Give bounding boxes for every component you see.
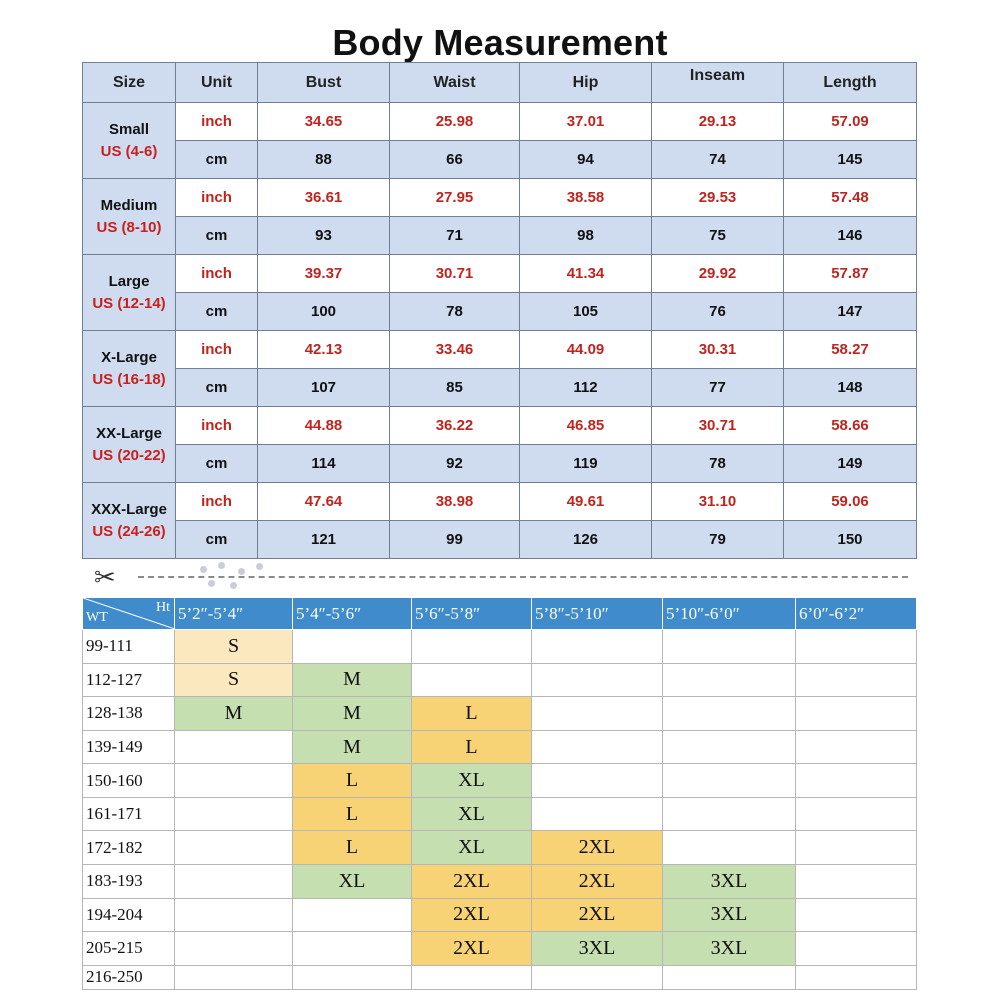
size-cell: M (293, 697, 412, 731)
height-range-header: 5’10″-6’0″ (663, 598, 796, 630)
size-cell: 3XL (663, 898, 796, 932)
measurement-value: 98 (520, 217, 652, 255)
measurement-value: 74 (652, 141, 784, 179)
size-name: X-Large (101, 348, 157, 366)
measurement-value: 36.61 (258, 179, 390, 217)
size-label (83, 179, 176, 255)
size-cell: XL (293, 865, 412, 899)
size-cell: XL (412, 764, 532, 798)
measurement-value: 79 (652, 521, 784, 559)
weight-row (83, 663, 917, 697)
measurement-value: 121 (258, 521, 390, 559)
size-cell (663, 831, 796, 865)
size-cell (175, 797, 293, 831)
size-cell (796, 630, 917, 664)
size-name: XX-Large (96, 424, 162, 442)
dashed-cut-line (138, 576, 908, 578)
size-cell (796, 764, 917, 798)
size-cell (663, 764, 796, 798)
size-us-range: US (24-26) (92, 522, 166, 540)
size-cell (293, 965, 412, 989)
wt-ht-corner (83, 598, 175, 630)
measurement-value: 38.98 (390, 483, 520, 521)
weight-row (83, 764, 917, 798)
size-cell (663, 630, 796, 664)
measurement-value: 59.06 (784, 483, 917, 521)
size-us-range: US (4-6) (100, 142, 158, 160)
size-cell: 2XL (532, 865, 663, 899)
size-cell (663, 730, 796, 764)
weight-height-size-chart (82, 597, 917, 990)
body-measurement-table (82, 62, 917, 559)
measurement-value: 39.37 (258, 255, 390, 293)
measurement-value: 29.13 (652, 103, 784, 141)
header-length: Length (784, 63, 917, 103)
header-unit: Unit (176, 63, 258, 103)
measurement-header-row (83, 63, 917, 103)
measurement-value: 99 (390, 521, 520, 559)
measurement-row (83, 369, 917, 407)
measurement-value: 76 (652, 293, 784, 331)
unit-cell: cm (176, 293, 258, 331)
size-cell (796, 730, 917, 764)
size-cell (796, 831, 917, 865)
scissors-icon: ✂ (94, 562, 116, 592)
weight-range: 205-215 (83, 932, 175, 966)
measurement-value: 107 (258, 369, 390, 407)
size-cell (412, 663, 532, 697)
size-cell (532, 697, 663, 731)
height-range-header: 6’0″-6’2″ (796, 598, 917, 630)
size-cell (175, 932, 293, 966)
measurement-value: 31.10 (652, 483, 784, 521)
size-cell: XL (412, 831, 532, 865)
size-cell (796, 697, 917, 731)
unit-cell: inch (176, 483, 258, 521)
size-cell (532, 764, 663, 798)
weight-range: 128-138 (83, 697, 175, 731)
size-cell (175, 730, 293, 764)
weight-range: 161-171 (83, 797, 175, 831)
size-cell (796, 932, 917, 966)
measurement-value: 41.34 (520, 255, 652, 293)
measurement-row (83, 407, 917, 445)
measurement-value: 77 (652, 369, 784, 407)
weight-row (83, 898, 917, 932)
size-cell: L (412, 730, 532, 764)
size-cell (796, 797, 917, 831)
weight-range: 112-127 (83, 663, 175, 697)
size-cell (532, 630, 663, 664)
measurement-value: 126 (520, 521, 652, 559)
measurement-value: 42.13 (258, 331, 390, 369)
height-range-header: 5’6″-5’8″ (412, 598, 532, 630)
measurement-value: 46.85 (520, 407, 652, 445)
measurement-value: 38.58 (520, 179, 652, 217)
weight-row (83, 697, 917, 731)
weight-row (83, 932, 917, 966)
decor-dot (200, 566, 207, 573)
size-cell (532, 797, 663, 831)
size-cell (412, 630, 532, 664)
unit-cell: inch (176, 103, 258, 141)
measurement-value: 30.71 (652, 407, 784, 445)
measurement-value: 30.71 (390, 255, 520, 293)
measurement-row (83, 141, 917, 179)
weight-row (83, 965, 917, 989)
measurement-row (83, 483, 917, 521)
weight-range: 216-250 (83, 965, 175, 989)
header-bust: Bust (258, 63, 390, 103)
measurement-value: 44.88 (258, 407, 390, 445)
size-name: Small (108, 120, 150, 138)
measurement-value: 29.92 (652, 255, 784, 293)
measurement-value: 58.27 (784, 331, 917, 369)
measurement-row (83, 331, 917, 369)
unit-cell: cm (176, 141, 258, 179)
size-name: XXX-Large (91, 500, 167, 518)
size-cell (293, 932, 412, 966)
size-cell: L (293, 831, 412, 865)
measurement-value: 37.01 (520, 103, 652, 141)
measurement-value: 25.98 (390, 103, 520, 141)
height-range-header: 5’8″-5’10″ (532, 598, 663, 630)
size-name: Medium (100, 196, 158, 214)
measurement-value: 58.66 (784, 407, 917, 445)
size-label (83, 407, 176, 483)
measurement-row (83, 521, 917, 559)
measurement-value: 147 (784, 293, 917, 331)
measurement-value: 85 (390, 369, 520, 407)
header-hip: Hip (520, 63, 652, 103)
size-cell: M (293, 730, 412, 764)
measurement-value: 78 (390, 293, 520, 331)
size-us-range: US (12-14) (92, 294, 166, 312)
weight-range: 150-160 (83, 764, 175, 798)
size-label (83, 103, 176, 179)
weight-row (83, 630, 917, 664)
size-cell: L (412, 697, 532, 731)
size-cell: 3XL (532, 932, 663, 966)
unit-cell: cm (176, 369, 258, 407)
weight-row (83, 831, 917, 865)
measurement-row (83, 217, 917, 255)
measurement-value: 57.09 (784, 103, 917, 141)
size-cell: 2XL (412, 898, 532, 932)
size-cell (532, 730, 663, 764)
size-cell: 2XL (412, 865, 532, 899)
size-cell: 3XL (663, 932, 796, 966)
corner-wt-label: WT (86, 610, 108, 625)
size-cell (293, 630, 412, 664)
height-range-header: 5’2″-5’4″ (175, 598, 293, 630)
size-us-range: US (16-18) (92, 370, 166, 388)
size-cell: M (293, 663, 412, 697)
unit-cell: cm (176, 521, 258, 559)
size-us-range: US (8-10) (96, 218, 162, 236)
measurement-value: 57.48 (784, 179, 917, 217)
measurement-value: 44.09 (520, 331, 652, 369)
size-cell (175, 898, 293, 932)
size-cell (175, 965, 293, 989)
measurement-value: 47.64 (258, 483, 390, 521)
size-cell (175, 831, 293, 865)
measurement-row (83, 255, 917, 293)
weight-row (83, 797, 917, 831)
size-label (83, 255, 176, 331)
measurement-value: 119 (520, 445, 652, 483)
measurement-value: 146 (784, 217, 917, 255)
measurement-value: 66 (390, 141, 520, 179)
weight-range: 172-182 (83, 831, 175, 865)
size-cell (532, 663, 663, 697)
size-cell (532, 965, 663, 989)
measurement-value: 148 (784, 369, 917, 407)
header-inseam: Inseam (652, 63, 784, 103)
measurement-value: 114 (258, 445, 390, 483)
measurement-value: 145 (784, 141, 917, 179)
measurement-value: 30.31 (652, 331, 784, 369)
size-cell: 3XL (663, 865, 796, 899)
unit-cell: cm (176, 445, 258, 483)
size-cell (293, 898, 412, 932)
size-cell (796, 898, 917, 932)
size-cell (796, 965, 917, 989)
unit-cell: inch (176, 331, 258, 369)
size-cell: 2XL (412, 932, 532, 966)
size-cell: S (175, 630, 293, 664)
size-cell (663, 697, 796, 731)
measurement-row (83, 293, 917, 331)
unit-cell: inch (176, 407, 258, 445)
measurement-value: 150 (784, 521, 917, 559)
decor-dot (256, 563, 263, 570)
measurement-value: 36.22 (390, 407, 520, 445)
measurement-value: 93 (258, 217, 390, 255)
size-cell (175, 865, 293, 899)
weight-row (83, 730, 917, 764)
size-label (83, 331, 176, 407)
size-cell (796, 865, 917, 899)
size-cell (412, 965, 532, 989)
header-waist: Waist (390, 63, 520, 103)
measurement-row (83, 103, 917, 141)
size-cell: S (175, 663, 293, 697)
size-cell: M (175, 697, 293, 731)
size-cell: XL (412, 797, 532, 831)
measurement-value: 78 (652, 445, 784, 483)
decor-dot (208, 580, 215, 587)
measurement-value: 49.61 (520, 483, 652, 521)
height-range-header: 5’4″-5’6″ (293, 598, 412, 630)
weight-range: 139-149 (83, 730, 175, 764)
measurement-value: 112 (520, 369, 652, 407)
measurement-value: 33.46 (390, 331, 520, 369)
measurement-value: 149 (784, 445, 917, 483)
size-cell: L (293, 764, 412, 798)
header-size: Size (83, 63, 176, 103)
size-name: Large (108, 272, 150, 290)
size-us-range: US (20-22) (92, 446, 166, 464)
measurement-value: 100 (258, 293, 390, 331)
decor-dot (218, 562, 225, 569)
corner-ht-label: Ht (156, 600, 170, 615)
size-cell (796, 663, 917, 697)
measurement-row (83, 179, 917, 217)
measurement-value: 29.53 (652, 179, 784, 217)
unit-cell: cm (176, 217, 258, 255)
unit-cell: inch (176, 179, 258, 217)
size-cell (175, 764, 293, 798)
weight-row (83, 865, 917, 899)
unit-cell: inch (176, 255, 258, 293)
size-cell: 2XL (532, 831, 663, 865)
measurement-value: 94 (520, 141, 652, 179)
size-cell: L (293, 797, 412, 831)
size-cell (663, 663, 796, 697)
weight-range: 99-111 (83, 630, 175, 664)
size-cell: 2XL (532, 898, 663, 932)
measurement-value: 92 (390, 445, 520, 483)
measurement-value: 71 (390, 217, 520, 255)
measurement-value: 75 (652, 217, 784, 255)
measurement-value: 34.65 (258, 103, 390, 141)
size-label (83, 483, 176, 559)
weight-range: 194-204 (83, 898, 175, 932)
measurement-value: 88 (258, 141, 390, 179)
height-header-row (83, 598, 917, 630)
weight-range: 183-193 (83, 865, 175, 899)
cut-divider (88, 560, 918, 590)
decor-dot (230, 582, 237, 589)
page-title: Body Measurement (332, 22, 668, 63)
measurement-value: 57.87 (784, 255, 917, 293)
measurement-row (83, 445, 917, 483)
decor-dot (238, 568, 245, 575)
measurement-value: 27.95 (390, 179, 520, 217)
measurement-value: 105 (520, 293, 652, 331)
size-cell (663, 965, 796, 989)
size-cell (663, 797, 796, 831)
